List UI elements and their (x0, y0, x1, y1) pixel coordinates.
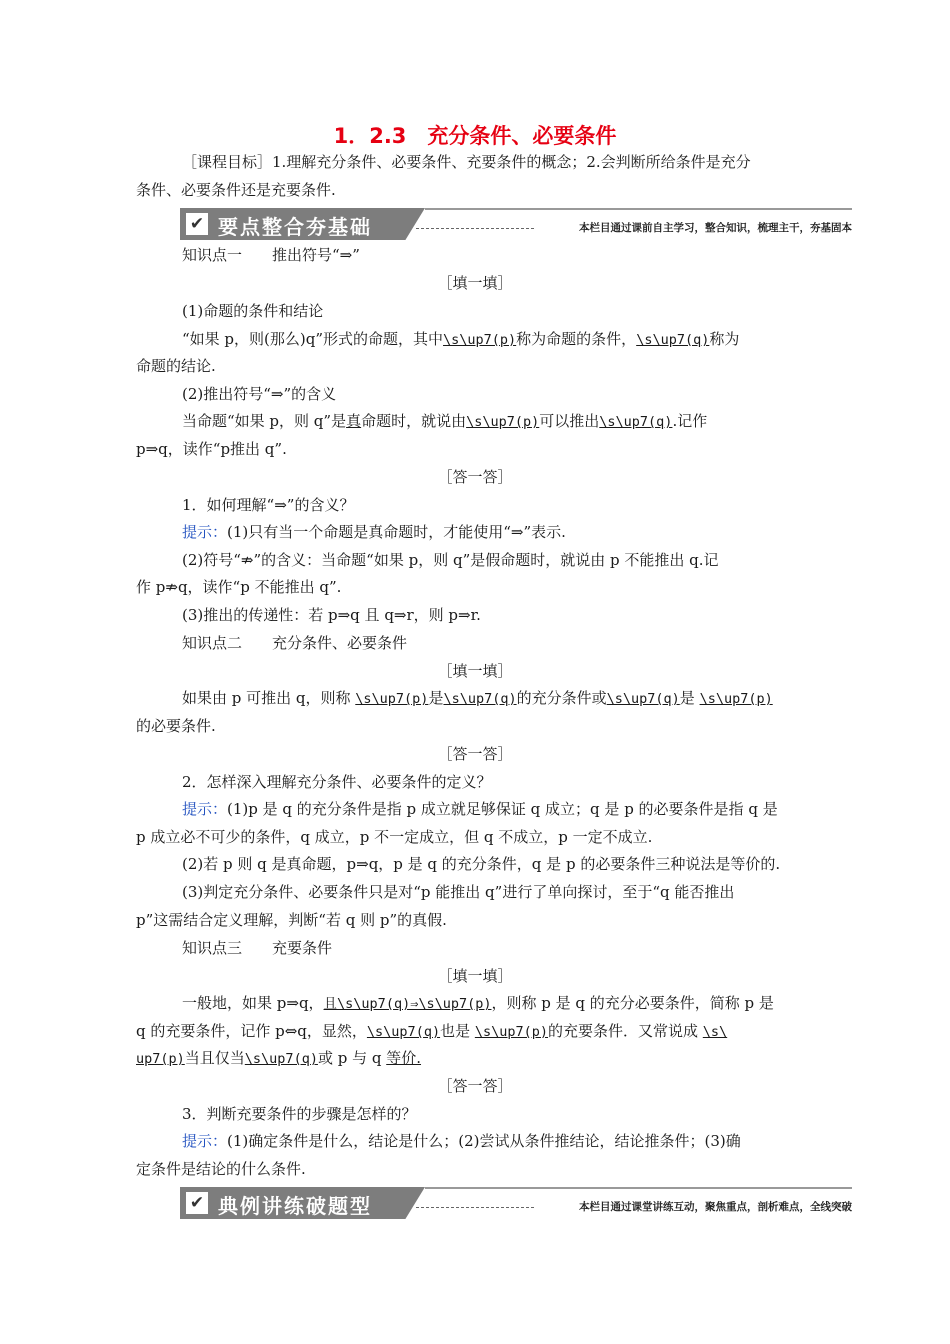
k2-hint-1: 提示：(1)p 是 q 的充分条件是指 p 成立就足够保证 q 成立；q 是 p 的必要条件是指 q 是 (182, 800, 778, 818)
banner-rule (425, 208, 852, 210)
banner-title: 典例讲练破题型 (218, 1194, 372, 1218)
k1-subheading-1: (1)命题的条件和结论 (182, 302, 324, 320)
blank: \s\up7(p) (355, 691, 429, 707)
k1-hint-2-cont: 作 p⇏q，读作“p 不能推出 q”. (136, 578, 342, 596)
k2-line-1: 如果由 p 可推出 q，则称 \s\up7(p)是\s\up7(q)的充分条件或\s\up7(q)是 \s\up7(p) (182, 689, 773, 707)
k1-line-1-cont: 命题的结论. (136, 357, 216, 375)
k1-hint-1: 提示：(1)只有当一个命题是真命题时，才能使用“⇒”表示. (182, 523, 566, 541)
blank: \s\up7(q) (636, 332, 710, 348)
k3-line-3: up7(p)当且仅当\s\up7(q)或 p 与 q 等价. (136, 1049, 422, 1067)
blank: 且\s\up7(q)⇒\s\up7(p) (323, 996, 492, 1012)
section-banner-basics (180, 208, 852, 242)
k2-hint-3-cont: p”这需结合定义理解，判断“若 q 则 p”的真假. (136, 911, 447, 929)
k3-line-1: 一般地，如果 p⇒q，且\s\up7(q)⇒\s\up7(p)，则称 p 是 q 的充分必要条件，简称 p 是 (182, 994, 774, 1012)
blank: \s\up7(q) (244, 1051, 318, 1067)
blank: \s\ (702, 1024, 728, 1040)
k1-line-2-cont: p⇒q，读作“p推出 q”. (136, 440, 287, 458)
k2-heading: 知识点二 充分条件、必要条件 (182, 634, 408, 652)
k1-answer-label: ［答一答］ (437, 468, 513, 486)
k2-fill-label: ［填一填］ (437, 662, 513, 680)
course-goal-line-1: ［课程目标］1.理解充分条件、必要条件、充要条件的概念；2.会判断所给条件是充分 (182, 153, 751, 171)
k1-question: 1．如何理解“⇒”的含义？ (182, 496, 355, 514)
k1-hint-3: (3)推出的传递性：若 p⇒q 且 q⇒r，则 p⇒r. (182, 606, 481, 624)
blank: up7(p) (136, 1051, 185, 1067)
blank: \s\up7(p) (466, 414, 540, 430)
k3-hint-1: 提示：(1)确定条件是什么，结论是什么；(2)尝试从条件推结论，结论推条件；(3)确 (182, 1132, 741, 1150)
k2-answer-label: ［答一答］ (437, 745, 513, 763)
banner-title: 要点整合夯基础 (218, 215, 372, 239)
course-goal-line-2: 条件、必要条件还是充要条件. (136, 181, 336, 199)
k2-question: 2．怎样深入理解充分条件、必要条件的定义？ (182, 773, 492, 791)
k1-line-2: 当命题“如果 p，则 q”是真命题时，就说由\s\up7(p)可以推出\s\up7(q).记作 (182, 412, 708, 430)
k1-heading: 知识点一 推出符号“⇒” (182, 246, 360, 264)
blank: \s\up7(q) (599, 414, 673, 430)
blank: \s\up7(q) (606, 691, 680, 707)
k2-hint-2: (2)若 p 则 q 是真命题，p⇒q，p 是 q 的充分条件，q 是 p 的必要条件三种说法是等价的. (182, 855, 781, 873)
k1-hint-2: (2)符号“⇏”的含义：当命题“如果 p，则 q”是假命题时，就说由 p 不能推出 q.记 (182, 551, 719, 569)
checkmark-icon: ✔ (186, 213, 208, 235)
k1-subheading-2: (2)推出符号“⇒”的含义 (182, 385, 337, 403)
banner-dash (416, 228, 534, 229)
page-title: 1．2.3 充分条件、必要条件 (333, 124, 617, 148)
k2-line-1-cont: 的必要条件. (136, 717, 216, 735)
k3-fill-label: ［填一填］ (437, 967, 513, 985)
blank: \s\up7(q) (366, 1024, 441, 1040)
k3-question: 3．判断充要条件的步骤是怎样的？ (182, 1105, 417, 1123)
k2-hint-3: (3)判定充分条件、必要条件只是对“p 能推出 q”进行了单向探讨，至于“q 能否推出 (182, 883, 735, 901)
section-banner-examples (180, 1187, 852, 1221)
k2-hint-1-cont: p 成立必不可少的条件，q 成立，p 不一定成立，但 q 不成立，p 一定不成立. (136, 828, 653, 846)
banner-dash (416, 1207, 534, 1208)
k3-line-2: q 的充要条件，记作 p⇔q，显然，\s\up7(q)也是 \s\up7(p)的充要条件．又常说成 \s\ (136, 1022, 728, 1040)
blank: \s\up7(p) (443, 332, 517, 348)
banner-note: 本栏目通过课前自主学习，整合知识，梳理主干，夯基固本 (579, 222, 852, 234)
k1-line-1: “如果 p，则(那么)q”形式的命题，其中\s\up7(p)称为命题的条件，\s\up7(q)称为 (182, 330, 740, 348)
k1-fill-label: ［填一填］ (437, 274, 513, 292)
banner-rule (425, 1187, 852, 1189)
blank: \s\up7(p) (474, 1024, 549, 1040)
k3-hint-1-cont: 定条件是结论的什么条件. (136, 1160, 306, 1178)
blank: \s\up7(p) (699, 691, 773, 707)
k3-answer-label: ［答一答］ (437, 1077, 513, 1095)
checkmark-icon: ✔ (186, 1192, 208, 1214)
k3-heading: 知识点三 充要条件 (182, 939, 333, 957)
blank: \s\up7(q) (443, 691, 517, 707)
banner-note: 本栏目通过课堂讲练互动，聚焦重点，剖析难点，全线突破 (579, 1201, 852, 1213)
